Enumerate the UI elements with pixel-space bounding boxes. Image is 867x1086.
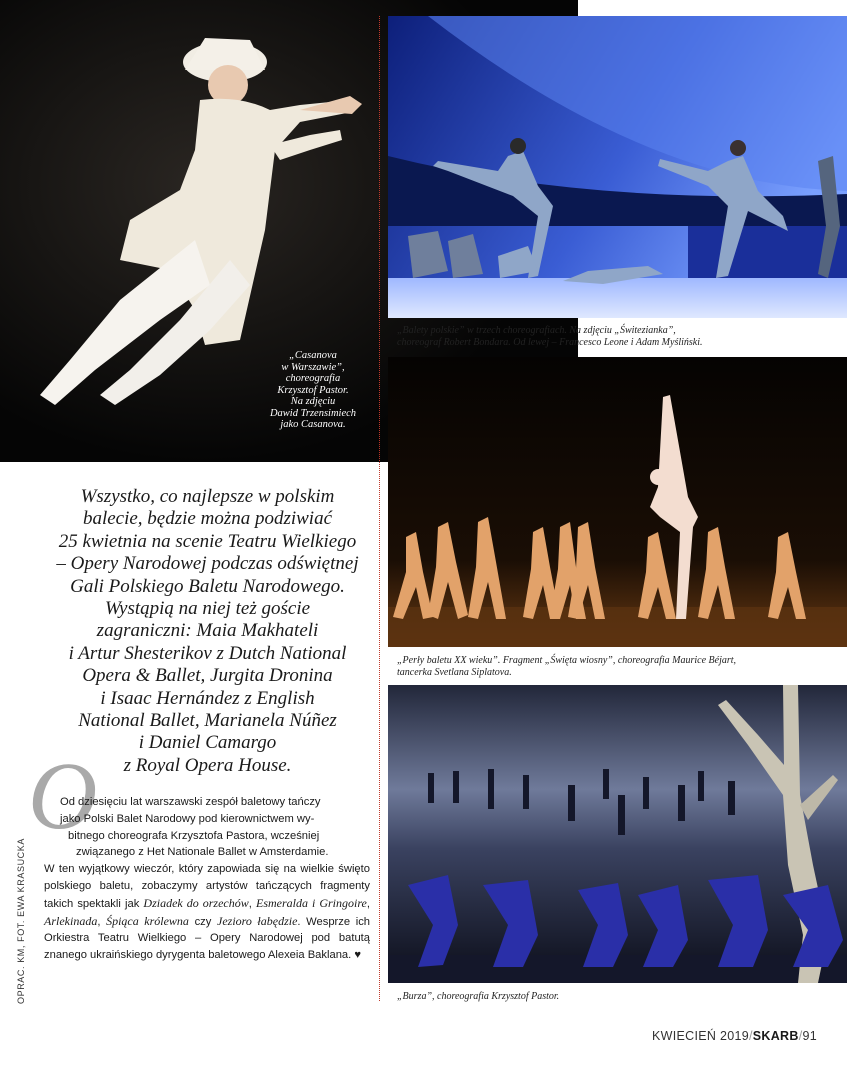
burza-photo-image	[388, 685, 847, 983]
title-arlekinada: Arlekinada	[44, 913, 98, 928]
body-line: jako Polski Balet Narodowy pod kierownictwem wy-	[60, 812, 315, 825]
title-spiaca-krolewna: Śpiąca królewna	[106, 913, 189, 928]
body-text	[44, 794, 370, 964]
body-text-segment: ,	[97, 915, 107, 928]
switezianka-photo-image	[388, 16, 847, 318]
caption-casanova-line: w Warszawie”,	[281, 361, 345, 373]
caption-switezianka	[397, 325, 847, 349]
body-paragraph-2	[44, 861, 370, 964]
caption-casanova-line: „Casanova	[289, 350, 337, 361]
body-line: Od dziesięciu lat warszawski zespół baletowy tańczy	[60, 796, 321, 808]
caption-casanova	[258, 350, 368, 431]
photo-credit: OPRAC. KM, FOT. EWA KRASUCKA	[16, 838, 26, 1004]
photo-swieto-wiosny	[388, 357, 847, 647]
footer-separator: /	[748, 1029, 753, 1043]
lead-line: Wszystko, co najlepsze w polskim	[80, 486, 335, 507]
lead-line: – Opery Narodowej podczas odświętnej	[56, 553, 359, 575]
title-dziadek: Dziadek do orzechów	[143, 895, 249, 910]
lead-text	[40, 486, 375, 777]
caption-switezianka-line: choreograf Robert Bondara. Od lewej – Francesco Leone i Adam Myśliński.	[397, 337, 703, 348]
swieto-wiosny-photo-image	[388, 357, 847, 647]
caption-swieto-wiosny-line: tancerka Svetlana Siplatova.	[397, 667, 512, 678]
body-text-segment: ,	[366, 897, 370, 910]
body-paragraph-1	[44, 794, 370, 861]
photo-switezianka	[388, 16, 847, 318]
page-footer	[652, 1029, 817, 1043]
lead-line: i Daniel Camargo	[138, 732, 277, 754]
lead-line: Gali Polskiego Baletu Narodowego.	[70, 575, 345, 597]
footer-issue: KWIECIEŃ 2019	[651, 1029, 749, 1043]
body-line: związanego z Het Nationale Ballet w Amsterdamie.	[76, 846, 329, 859]
lead-line: 25 kwietnia na scenie Teatru Wielkiego	[58, 530, 357, 552]
caption-swieto-wiosny	[397, 655, 847, 679]
lead-line: zagraniczni: Maia Makhateli	[96, 620, 319, 642]
footer-brand: SKARB	[752, 1029, 799, 1043]
title-jezioro-labedzie: Jezioro łabędzie	[217, 913, 298, 928]
body-text-segment: czy	[188, 915, 217, 928]
body-text-segment: W ten wyjątkowy wieczór, który zapowiada się na wielkie święto polskiego baletu, zobaczymy artystów tańczących fragmenty takich spektakli jak	[44, 863, 370, 910]
lead-line: Wystąpią na niej też goście	[104, 598, 311, 620]
lead-line: z Royal Opera House.	[123, 754, 292, 776]
lead-line: National Ballet, Marianela Núñez	[78, 710, 337, 732]
caption-casanova-line: Dawid Trzensimiech	[269, 407, 357, 419]
title-esmeralda: Esmeralda i Gringoire	[255, 895, 367, 910]
caption-casanova-line: Krzysztof Pastor.	[277, 384, 349, 396]
photo-burza	[388, 685, 847, 983]
lead-line: i Isaac Hernández z English	[100, 687, 315, 709]
body-text-segment: . Wesprze ich Orkiestra Teatru Wielkiego – Opery Narodowej pod batutą znanego ukraińskiego dyrygenta baletowego Alexeia Baklana. ♥	[44, 915, 371, 962]
lead-line: i Artur Shesterikov z Dutch National	[68, 642, 347, 664]
caption-swieto-wiosny-line: „Perły baletu XX wieku”. Fragment „Święta wiosny”, choreografia Maurice Béjart,	[397, 655, 737, 666]
caption-casanova-line: Na zdjęciu	[290, 396, 336, 407]
footer-separator: /	[798, 1029, 803, 1043]
caption-casanova-line: jako Casanova.	[280, 419, 346, 430]
caption-casanova-line: choreografia	[285, 373, 341, 384]
lead-line: Opera & Ballet, Jurgita Dronina	[82, 665, 333, 687]
lead-line: balecie, będzie można podziwiać	[82, 508, 333, 530]
column-divider	[379, 16, 380, 1001]
footer-page-number: 91	[802, 1029, 817, 1043]
caption-switezianka-line: „Balety polskie” w trzech choreografiach. Na zdjęciu „Świtezianka”,	[397, 325, 676, 336]
body-text-segment: ,	[248, 897, 256, 910]
dropcap: O	[28, 742, 98, 849]
top-white-strip	[578, 0, 867, 16]
body-line: bitnego choreografa Krzysztofa Pastora, wcześniej	[68, 829, 320, 842]
caption-burza: „Burza”, choreografia Krzysztof Pastor.	[397, 991, 560, 1002]
